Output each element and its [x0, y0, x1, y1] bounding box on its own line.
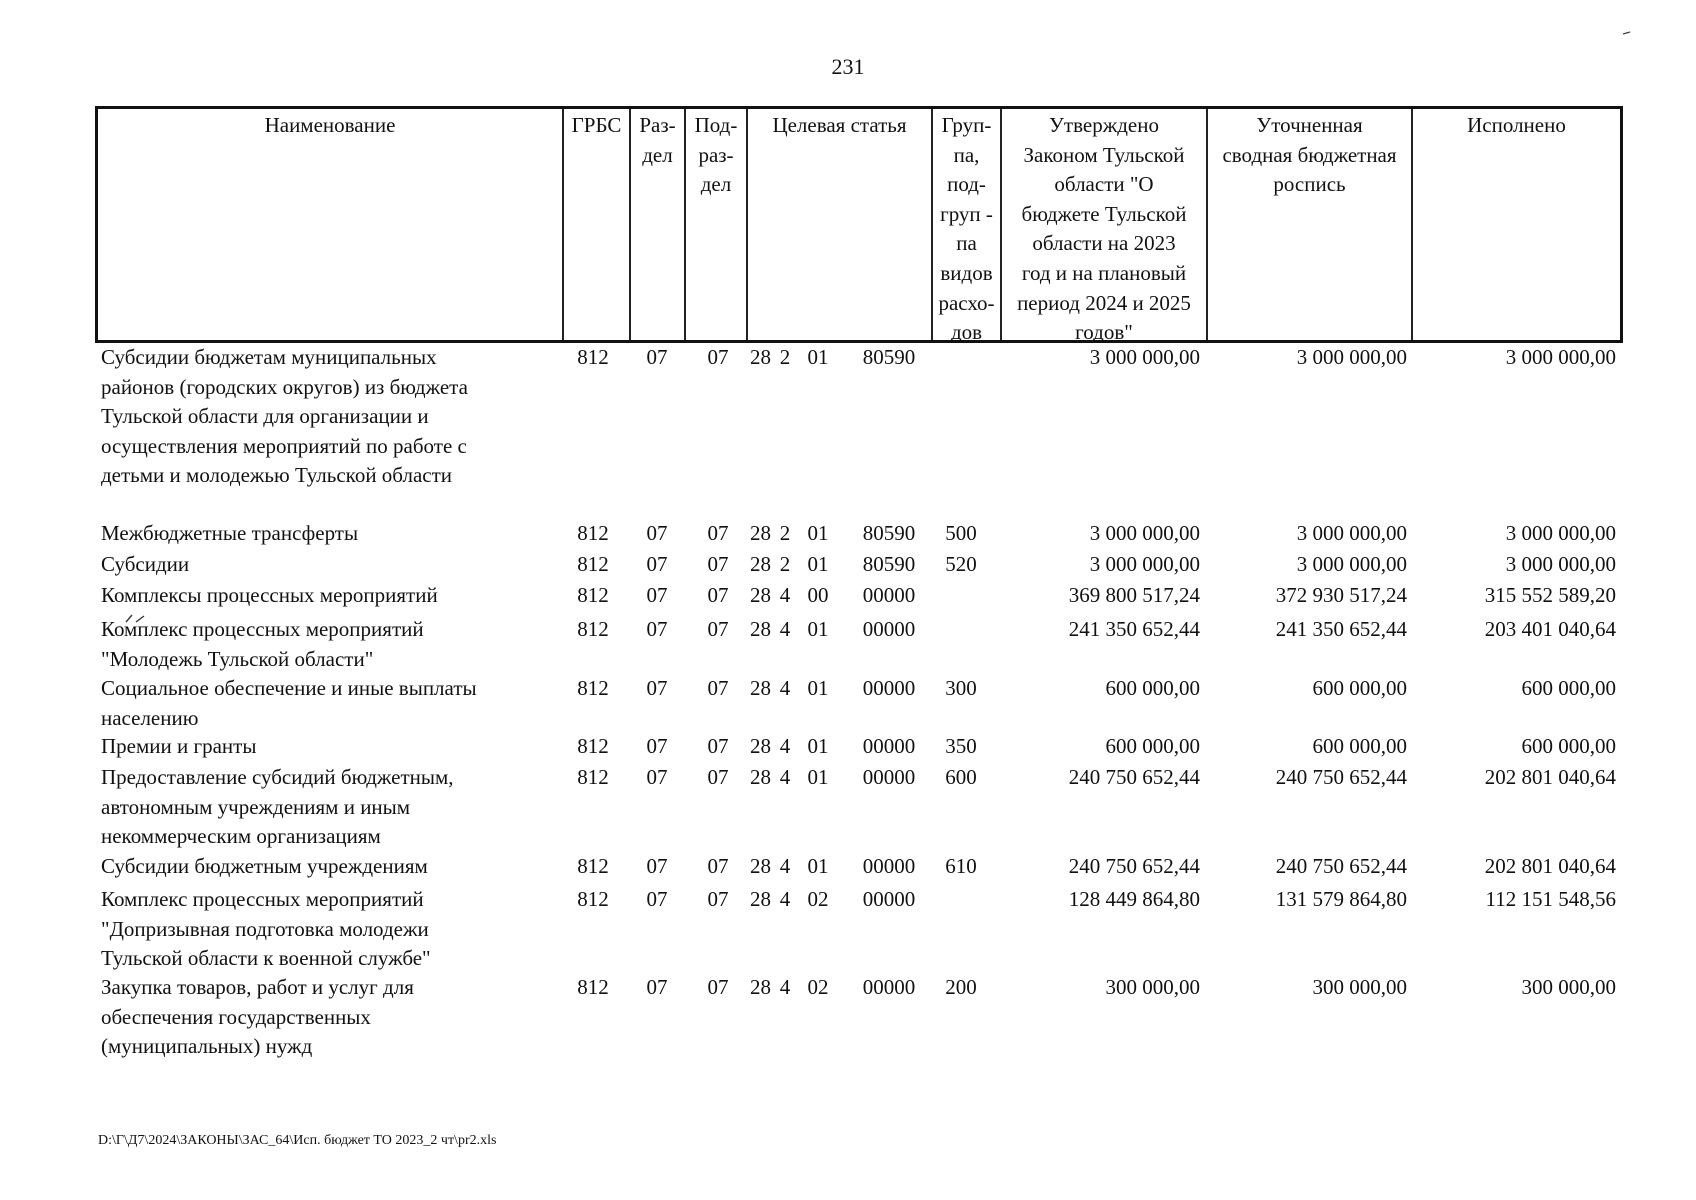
corner-mark-icon [1622, 30, 1632, 36]
row-refined: 3 000 000,00 [1296, 552, 1407, 576]
row-refined: 3 000 000,00 [1296, 521, 1407, 545]
row-razdel: 07 [646, 887, 668, 911]
row-name: Субсидии бюджетным учреждениям [101, 854, 428, 878]
row-name: Комплексы процессных мероприятий [101, 583, 438, 607]
row-podrazdel: 07 [707, 552, 729, 576]
row-grbs: 812 [577, 345, 609, 369]
page-number: 231 [831, 54, 865, 79]
row-target-direction: 00000 [862, 765, 916, 789]
header-razdel: Раз- дел [631, 109, 686, 340]
row-vid: 200 [945, 975, 977, 999]
row-grbs: 812 [577, 854, 609, 878]
row-name: Предоставление субсидий бюджетным, автономным учреждениям и иным некоммерческим организациям [101, 765, 454, 849]
row-vid: 600 [945, 765, 977, 789]
row-target-type: 2 [779, 521, 791, 545]
row-approved: 3 000 000,00 [1089, 552, 1200, 576]
row-podrazdel: 07 [707, 345, 729, 369]
header-approved: Утверждено Законом Тульской области "О бюджете Тульской области на 2023 год и на плановый период 2024 и 2025 годов" [1002, 109, 1208, 340]
row-podrazdel: 07 [707, 676, 729, 700]
row-vid: 350 [945, 734, 977, 758]
row-target-program: 28 [750, 975, 771, 999]
footer-file-path: D:\Г\Д7\2024\ЗАКОНЫ\ЗАС_64\Исп. бюджет ТО 2023_2 чт\pr2.xls [98, 1133, 497, 1148]
row-podrazdel: 07 [707, 521, 729, 545]
row-approved: 600 000,00 [1105, 676, 1200, 700]
header-name: Наименование [98, 109, 564, 340]
row-target-direction: 80590 [862, 345, 916, 369]
row-target-program: 28 [750, 521, 771, 545]
row-refined: 131 579 864,80 [1275, 887, 1407, 911]
row-target-program: 28 [750, 676, 771, 700]
row-podrazdel: 07 [707, 854, 729, 878]
row-vid: 520 [945, 552, 977, 576]
header-grbs: ГРБС [564, 109, 631, 340]
row-target-program: 28 [750, 887, 771, 911]
row-target-complex: 02 [807, 975, 829, 999]
row-approved: 300 000,00 [1105, 975, 1200, 999]
row-razdel: 07 [646, 345, 668, 369]
row-target-program: 28 [750, 345, 771, 369]
row-target-program: 28 [750, 583, 771, 607]
row-executed: 3 000 000,00 [1505, 552, 1616, 576]
header-refined: Уточненная сводная бюджетная роспись [1208, 109, 1413, 340]
row-refined: 372 930 517,24 [1275, 583, 1407, 607]
row-target-complex: 02 [807, 887, 829, 911]
row-target-type: 2 [779, 345, 791, 369]
row-razdel: 07 [646, 521, 668, 545]
row-name: Комплекс процессных мероприятий "Допризывная подготовка молодежи Тульской области к военной службе" [101, 887, 431, 971]
row-refined: 3 000 000,00 [1296, 345, 1407, 369]
row-target-complex: 01 [807, 854, 829, 878]
row-target-direction: 00000 [862, 887, 916, 911]
row-vid: 500 [945, 521, 977, 545]
header-podrazdel: Под- раз- дел [686, 109, 748, 340]
row-target-program: 28 [750, 854, 771, 878]
row-approved: 3 000 000,00 [1089, 521, 1200, 545]
row-approved: 600 000,00 [1105, 734, 1200, 758]
row-target-type: 2 [779, 552, 791, 576]
row-grbs: 812 [577, 887, 609, 911]
row-target-type: 4 [779, 734, 791, 758]
row-refined: 300 000,00 [1312, 975, 1407, 999]
row-approved: 241 350 652,44 [1068, 617, 1200, 641]
row-podrazdel: 07 [707, 887, 729, 911]
row-refined: 241 350 652,44 [1275, 617, 1407, 641]
row-executed: 315 552 589,20 [1484, 583, 1616, 607]
row-target-program: 28 [750, 617, 771, 641]
row-target-direction: 00000 [862, 676, 916, 700]
row-target-complex: 01 [807, 676, 829, 700]
row-podrazdel: 07 [707, 975, 729, 999]
row-name: Закупка товаров, работ и услуг для обеспечения государственных (муниципальных) нужд [101, 975, 414, 1059]
header-executed: Исполнено [1467, 113, 1566, 137]
row-vid: 300 [945, 676, 977, 700]
row-executed: 202 801 040,64 [1484, 765, 1616, 789]
row-podrazdel: 07 [707, 617, 729, 641]
row-name: Субсидии бюджетам муниципальных районов (городских округов) из бюджета Тульской области для организации и осуществления мероприятий по работе с детьми и молодежью Тульской области [101, 345, 468, 488]
table-header [95, 106, 1623, 343]
row-razdel: 07 [646, 975, 668, 999]
row-grbs: 812 [577, 734, 609, 758]
row-target-type: 4 [779, 676, 791, 700]
row-target-complex: 01 [807, 552, 829, 576]
row-razdel: 07 [646, 617, 668, 641]
row-executed: 202 801 040,64 [1484, 854, 1616, 878]
row-executed: 3 000 000,00 [1505, 345, 1616, 369]
row-approved: 3 000 000,00 [1089, 345, 1200, 369]
row-razdel: 07 [646, 676, 668, 700]
row-target-direction: 80590 [862, 552, 916, 576]
row-refined: 600 000,00 [1312, 734, 1407, 758]
row-approved: 240 750 652,44 [1068, 854, 1200, 878]
row-refined: 240 750 652,44 [1275, 854, 1407, 878]
row-target-type: 4 [779, 617, 791, 641]
row-grbs: 812 [577, 676, 609, 700]
row-target-complex: 01 [807, 734, 829, 758]
row-name: Социальное обеспечение и иные выплаты населению [101, 676, 477, 730]
row-target-type: 4 [779, 765, 791, 789]
row-podrazdel: 07 [707, 765, 729, 789]
row-target-type: 4 [779, 854, 791, 878]
row-target-direction: 00000 [862, 617, 916, 641]
row-executed: 3 000 000,00 [1505, 521, 1616, 545]
row-target-direction: 00000 [862, 854, 916, 878]
row-name: Межбюджетные трансферты [101, 521, 359, 545]
row-grbs: 812 [577, 583, 609, 607]
row-target-type: 4 [779, 975, 791, 999]
row-target-complex: 01 [807, 765, 829, 789]
row-target-program: 28 [750, 552, 771, 576]
row-executed: 112 151 548,56 [1485, 887, 1616, 911]
row-target-complex: 01 [807, 617, 829, 641]
row-grbs: 812 [577, 617, 609, 641]
row-executed: 300 000,00 [1521, 975, 1616, 999]
row-name: Премии и гранты [101, 734, 257, 758]
row-vid: 610 [945, 854, 977, 878]
row-razdel: 07 [646, 765, 668, 789]
row-approved: 369 800 517,24 [1068, 583, 1200, 607]
row-target-program: 28 [750, 734, 771, 758]
row-target-complex: 01 [807, 345, 829, 369]
row-target-type: 4 [779, 583, 791, 607]
row-target-direction: 00000 [862, 975, 916, 999]
row-razdel: 07 [646, 552, 668, 576]
row-refined: 240 750 652,44 [1275, 765, 1407, 789]
row-grbs: 812 [577, 552, 609, 576]
row-target-direction: 00000 [862, 583, 916, 607]
header-target: Целевая статья [748, 109, 933, 340]
header-vid: Груп- па, под- груп - па видов расхо- дов [933, 109, 1002, 340]
row-target-program: 28 [750, 765, 771, 789]
pen-mark-icon [124, 612, 148, 624]
row-approved: 240 750 652,44 [1068, 765, 1200, 789]
row-executed: 600 000,00 [1521, 734, 1616, 758]
row-grbs: 812 [577, 765, 609, 789]
row-target-direction: 80590 [862, 521, 916, 545]
row-target-direction: 00000 [862, 734, 916, 758]
row-razdel: 07 [646, 734, 668, 758]
row-grbs: 812 [577, 521, 609, 545]
row-razdel: 07 [646, 854, 668, 878]
row-target-type: 4 [779, 887, 791, 911]
row-target-complex: 00 [807, 583, 829, 607]
row-podrazdel: 07 [707, 583, 729, 607]
row-grbs: 812 [577, 975, 609, 999]
row-podrazdel: 07 [707, 734, 729, 758]
row-executed: 600 000,00 [1521, 676, 1616, 700]
row-refined: 600 000,00 [1312, 676, 1407, 700]
row-target-complex: 01 [807, 521, 829, 545]
row-approved: 128 449 864,80 [1068, 887, 1200, 911]
row-name: Комплекс процессных мероприятий "Молодежь Тульской области" [101, 617, 424, 671]
row-executed: 203 401 040,64 [1484, 617, 1616, 641]
row-name: Субсидии [101, 552, 190, 576]
row-razdel: 07 [646, 583, 668, 607]
